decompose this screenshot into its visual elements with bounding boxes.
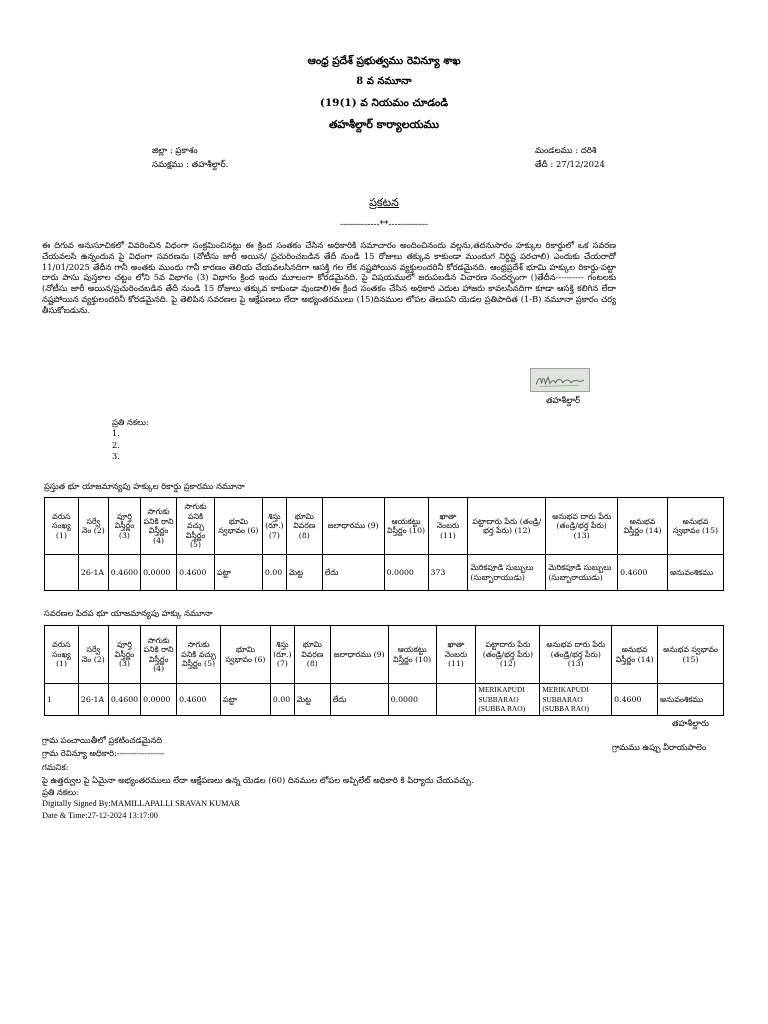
column-header: ఆయకట్టు విస్తీర్ణం (10)	[384, 498, 428, 555]
column-header: అనుభవ విస్తీర్ణం (14)	[612, 626, 658, 684]
column-header: వరుస సంఖ్య (1)	[45, 626, 79, 684]
district-label: జిల్లా : ప్రకాశం	[152, 146, 198, 156]
column-header: సాగుకు పనికి వచ్చు విస్తీర్ణం (5)	[177, 626, 221, 684]
column-header: అనుభవ స్వభావం (15)	[667, 498, 723, 555]
notice-body: ఈ దిగువ అనుసూచికలో వివరించిన విధంగా సంక్రమించినట్లు ఈ క్రింద సంతకం చేసిన అధికారికి సమాచారం అందించినందు వల్లను,తదనుసారం హక్కుల రికార్డులో ఒక సవరణ చేయవలసి ఉన్నందున పై విధంగా సవరణను (నోటీసు జారీ అయిన/ ప్రచురించబడిన తేదీ నుండి 15 రోజులు తక్కువ కాకుండా ముందుగ నిర్దిష్ట పరచాలి) ఎందుకు చేయరాదో 11/01/2025 తేదీన గానీ అంతకు ముందు గానీ కారణం తెలియ చేయవలసినదిగా ఆసక్తి గల లేక నష్టపోయిన వ్యక్తులందరినీ కోరడమైనది. ఆంధ్రప్రదేశ్ భూమి హక్కుల రికార్డు-పట్టా దారు పాసు పుస్తకాల చట్టం లోని 5వ విభాగం (3) విభాగం క్రింద ఇందు మూలంగా కోరడమైనది. పై విషయములో జరుపబడిన విచారణ సందర్భంగా ()తేదీన---------- గంటలకు (నోటీసు జారీ అయిన/ప్రచురించబడిన తేదీ నుండి 15 రోజులు తక్కువ కాకుండా వుండాలి)ఈ క్రింద సంతకం చేసిన అధికారి ఎదుట హాజరు కావలసినదిగా కూడా ఆసక్తి కలిగిన లేదా నష్టపోయిన వ్యక్తులందరినీ కోరడమైనది. పై తెలిపిన సవరణల పై ఆక్షేపణలు లేదా అభ్యంతరములు (15)దినముల లోపల తెలుపని యెడల ప్రతిపాదిత (1-B) నమూనా ప్రకారం చర్య తీసుకోబడును.	[42, 240, 616, 315]
table1-caption: ప్రస్తుత భూ యాజమాన్యపు హక్కుల రికార్డు ప్రకారము నమూనా	[44, 481, 245, 491]
table2-signoff: తహశీల్దారు	[672, 719, 709, 729]
table-cell: లేదు	[322, 555, 384, 591]
table-cell	[436, 684, 476, 716]
table-cell: MERIKAPUDI SUBBARAO (SUBBA RAO)	[540, 684, 612, 716]
table-header-row	[45, 626, 724, 684]
note-label: గమనిక:	[42, 762, 69, 772]
table-row	[45, 684, 724, 716]
table-cell: మెట్ట	[286, 555, 322, 591]
table-cell: పట్టా	[221, 684, 271, 716]
table-cell: లేదు	[330, 684, 388, 716]
column-header: పట్టాదారు పేరు (తండ్రి/భర్త పేరు) (12)	[476, 626, 540, 684]
column-header: పట్టాదారు పేరు (తండ్రి/భర్త పేరు) (12)	[468, 498, 546, 555]
column-header: భూమి స్వభావం (6)	[221, 626, 271, 684]
table-cell: 0.0000	[388, 684, 436, 716]
table-cell: 26-1A	[78, 555, 108, 591]
table-cell: 0.4600	[108, 555, 140, 591]
column-header: అనుభవ విస్తీర్ణం (14)	[618, 498, 668, 555]
village-name: గ్రామము ఉప్పు వీరాయపాలెం	[612, 742, 707, 752]
column-header: ఖాతా నెంబరు (11)	[428, 498, 468, 555]
column-header: అనుభవ స్వభావం (15)	[658, 626, 724, 684]
table-cell: 0.4600	[177, 684, 221, 716]
signature-scribble-icon	[531, 369, 589, 391]
column-header: సాగుకు పనికి రాని విస్తీర్ణం (4)	[141, 626, 177, 684]
copies-list	[112, 417, 149, 462]
table-cell: అనువంశికము	[658, 684, 724, 716]
rule-reference: (19(1) వ నియమం చూడండి	[319, 97, 449, 109]
column-header: శిస్తు (రూ.) (7)	[270, 626, 294, 684]
copy-item: 3.	[112, 450, 120, 461]
table-cell: 26-1A	[78, 684, 108, 716]
column-header: అనుభవ దారు పేరు (తండ్రి/భర్త పేరు) (13)	[546, 498, 618, 555]
table-cell: 0.0000	[384, 555, 428, 591]
table-cell: మెరికపూడి సుబ్బులు (సుబ్బారాయుడు)	[468, 555, 546, 591]
footer-copy-label: ప్రతి నకలు:	[42, 787, 79, 797]
table-cell: 0.4600	[612, 684, 658, 716]
table-cell: 0.0000	[141, 555, 177, 591]
table-cell: అనువంశికము	[667, 555, 723, 591]
table-cell: మెట్ట	[294, 684, 330, 716]
table-cell: 0.4600	[177, 555, 215, 591]
table-cell: 0.4600	[618, 555, 668, 591]
column-header: అనుభవ దారు పేరు (తండ్రి/భర్త పేరు) (13)	[540, 626, 612, 684]
notice-separator: -------------**-------------	[339, 220, 429, 230]
signature-datetime: Date & Time:27-12-2024 13:17:00	[42, 811, 158, 820]
column-header: పూర్తి విస్తీర్ణం (3)	[108, 498, 140, 555]
column-header: భూమి స్వభావం (6)	[215, 498, 263, 555]
department-heading: ఆంధ్ర ప్రదేశ్ ప్రభుత్వము రెవిన్యూ శాఖ	[307, 55, 461, 67]
vro-label: గ్రామ రెవిన్యూ అధికారి:-----------------	[42, 748, 165, 758]
column-header: సాగుకు పనికి వచ్చు విస్తీర్ణం (5)	[177, 498, 215, 555]
column-header: ఖాతా నెంబరు (11)	[436, 626, 476, 684]
table2-caption: సవరణల పిదప భూ యాజమాన్యపు హక్కు నమూనా	[44, 608, 213, 618]
table-cell: 0.4600	[108, 684, 140, 716]
column-header: సర్వే నెం (2)	[78, 498, 108, 555]
notice-title: ప్రకటన	[369, 196, 399, 209]
column-header: జలాధారము (9)	[330, 626, 388, 684]
copy-item: 2.	[112, 439, 120, 450]
signature-designation: తహశీల్దార్	[546, 396, 581, 406]
table-cell: మెరికపూడి సుబ్బులు (సుబ్బారాయుడు)	[546, 555, 618, 591]
copies-label: ప్రతి నకలు:	[112, 417, 149, 427]
current-record-table	[44, 497, 724, 591]
table-cell: పట్టా	[215, 555, 263, 591]
table-cell: 0.0000	[141, 684, 177, 716]
table-cell: 0.00	[262, 555, 286, 591]
mandal-label: మండలము : దరిశి	[535, 146, 597, 156]
column-header: శిస్తు (రూ.) (7)	[262, 498, 286, 555]
date-label: తేదీ : 27/12/2024	[535, 160, 605, 170]
digital-signature: Digitally Signed By:MAMILLAPALLI SRAVAN KUMAR	[42, 799, 241, 808]
column-header: వరుస సంఖ్య (1)	[45, 498, 79, 555]
column-header: పూర్తి విస్తీర్ణం (3)	[108, 626, 140, 684]
column-header: భూమి వివరణ (8)	[286, 498, 322, 555]
column-header: భూమి వివరణ (8)	[294, 626, 330, 684]
table-cell: 0.00	[270, 684, 294, 716]
appeal-note: పై ఉత్తర్వుల పై ఏమైనా అభ్యంతరములు లేదా ఆక్షేపణలు ఉన్న యెడల (60) దినముల లోపల అప్పిలేట్ అధికారి కి పిర్యాదు చేయవచ్చు.	[42, 775, 474, 785]
gram-panchayat-note: గ్రామ పంచాయితీలో ప్రకటించడమైనది	[42, 735, 163, 745]
signature-image	[530, 368, 590, 392]
form-number: 8 వ నమూనా	[356, 76, 412, 87]
table-row	[45, 555, 724, 591]
table-cell: 373	[428, 555, 468, 591]
column-header: జలాధారము (9)	[322, 498, 384, 555]
office-heading: తహశీల్దార్ కార్యాలయము	[328, 118, 440, 131]
column-header: సాగుకు పనికి రాని విస్తీర్ణం (4)	[141, 498, 177, 555]
column-header: ఆయకట్టు విస్తీర్ణం (10)	[388, 626, 436, 684]
copy-item: 1.	[112, 428, 120, 439]
column-header: సర్వే నెం (2)	[78, 626, 108, 684]
table-header-row	[45, 498, 724, 555]
revised-record-table	[44, 625, 724, 716]
table-cell	[45, 555, 79, 591]
table-cell: 1	[45, 684, 79, 716]
table-cell: MERIKAPUDI SUBBARAO (SUBBA RAO)	[476, 684, 540, 716]
presence-label: సమక్షము : తహశీల్దార్.	[152, 160, 229, 170]
